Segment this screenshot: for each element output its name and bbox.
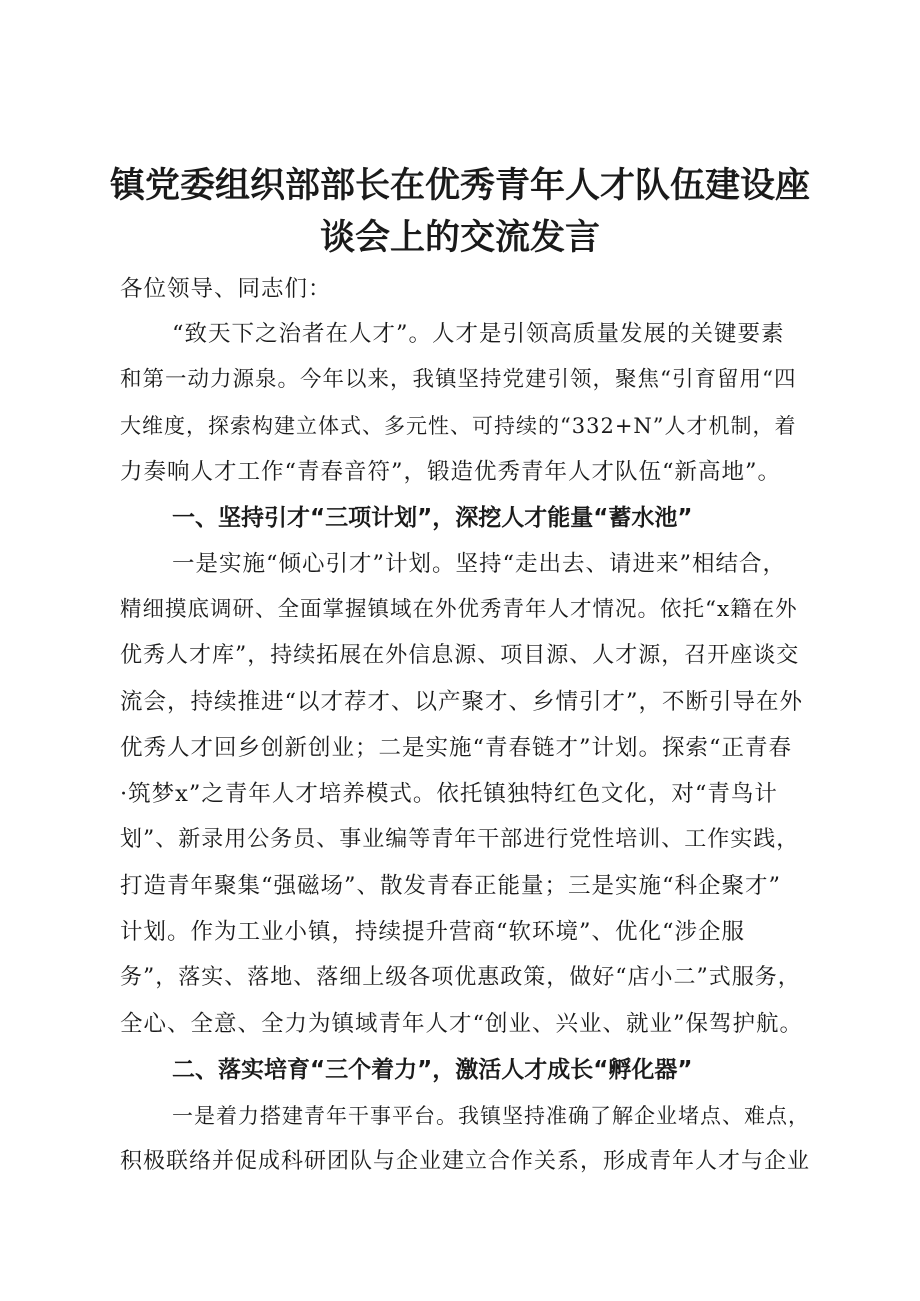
intro-line-3: 大维度，探索构建立体式、多元性、可持续的“332+N”人才机制，着 [120, 414, 797, 438]
section-2-line-2: 积极联络并促成科研团队与企业建立合作关系，形成青年人才与企业 [120, 1149, 811, 1174]
intro-line-2: 和第一动力源泉。今年以来，我镇坚持党建引领，聚焦“引育留用“四 [120, 367, 797, 392]
section-1-line-10: 务”，落实、落地、落细上级各项优惠政策，做好“店小二”式服务， [120, 965, 801, 990]
section-1-line-7: 划”、新录用公务员、事业编等青年干部进行党性培训、工作实践， [120, 827, 800, 852]
section-1-line-2: 精细摸底调研、全面掌握镇域在外优秀青年人才情况。依托“x籍在外 [120, 597, 798, 622]
section-1-line-1: 一是实施“倾心引才”计划。坚持“走出去、请进来”相结合， [172, 551, 787, 577]
section-1-line-9: 计划。作为工业小镇，持续提升营商“软环境”、优化“涉企服 [120, 919, 746, 945]
section-1-line-8: 打造青年聚集“强磁场”、散发青春正能量；三是实施“科企聚才” [120, 873, 782, 899]
intro-line-4: 力奏响人才工作“青春音符”，锻造优秀青年人才队伍“新高地”。 [120, 459, 782, 485]
document-title-line-2: 谈会上的交流发言 [319, 218, 600, 258]
section-2-heading: 二、落实培育“三个着力”，激活人才成长“孵化器” [172, 1057, 693, 1083]
section-1-heading: 一、坚持引才“三项计划”，深挖人才能量“蓄水池” [172, 505, 693, 531]
intro-line-1: “致天下之治者在人才”。人才是引领高质量发展的关键要素 [172, 321, 785, 347]
document-title-line-1: 镇党委组织部部长在优秀青年人才队伍建设座 [109, 166, 810, 206]
section-1-line-4: 流会，持续推进“以才荐才、以产聚才、乡情引才”，不断引导在外 [120, 689, 804, 715]
section-1-line-6: ·筑梦x”之青年人才培养模式。依托镇独特红色文化，对“青鸟计 [120, 781, 778, 807]
section-1-line-11: 全心、全意、全力为镇域青年人才“创业、兴业、就业”保驾护航。 [120, 1011, 804, 1037]
section-2-line-1: 一是着力搭建青年干事平台。我镇坚持准确了解企业堵点、难点， [172, 1104, 810, 1128]
salutation: 各位领导、同志们： [120, 276, 332, 302]
section-1-line-3: 优秀人才库”，持续拓展在外信息源、项目源、人才源，召开座谈交 [120, 643, 800, 668]
section-1-line-5: 优秀人才回乡创新创业；二是实施“青春链才”计划。探索“正青春 [120, 735, 793, 761]
